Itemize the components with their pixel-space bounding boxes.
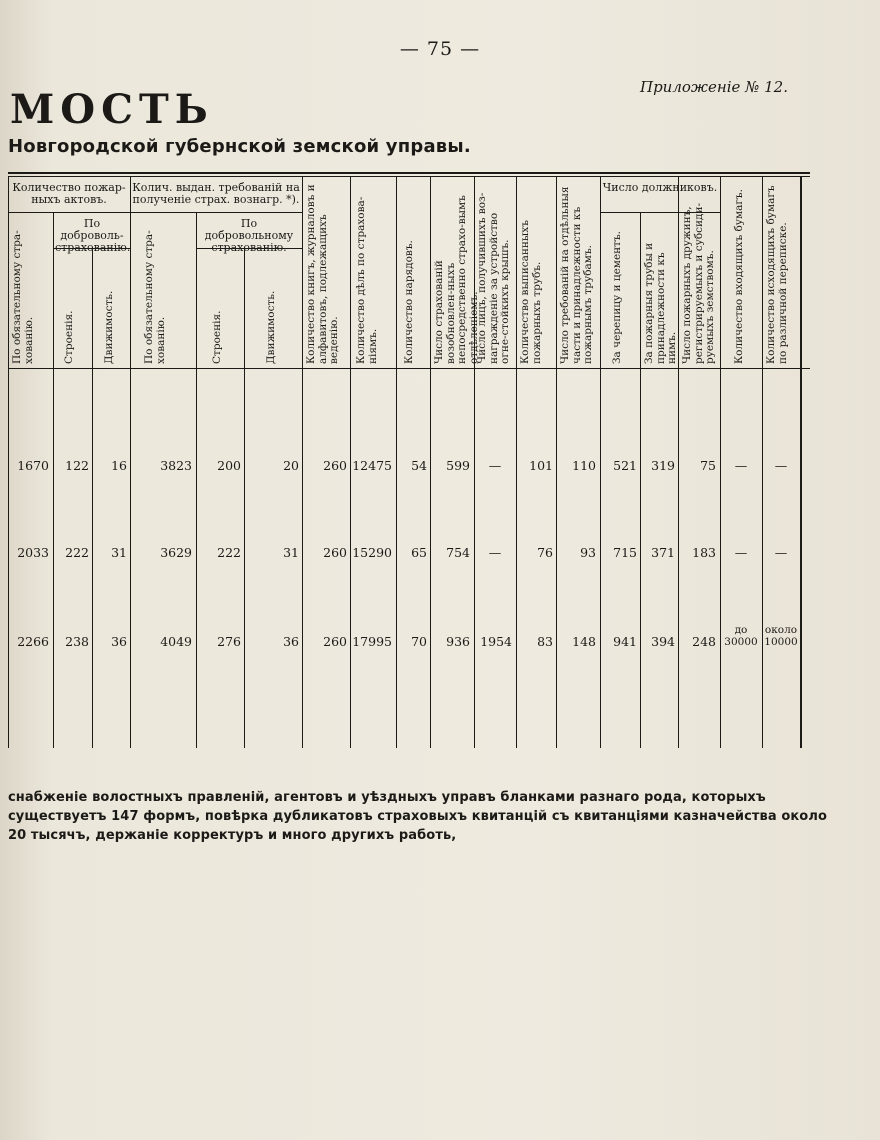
table-cell: —	[734, 458, 748, 473]
group-header-debtors: Число должниковъ.	[602, 181, 718, 194]
col-header-5: Строенiя.	[211, 310, 223, 364]
col-header-10: Число страхованiй возобновлен-ныхъ непосредственно страхо-вымъ отдѣленiемъ.	[433, 195, 480, 364]
col-header-3: Движимость.	[103, 290, 115, 364]
table-cell: около 10000	[764, 624, 798, 648]
table-cell: 12475	[352, 458, 392, 473]
table-cell: 3823	[160, 458, 192, 473]
table-cell: 715	[613, 545, 637, 560]
group-header-acts: Количество пожар-ныхъ актовъ.	[12, 181, 126, 206]
column-line	[800, 176, 802, 748]
table-header-bottom-rule	[8, 368, 810, 369]
table-cell: 16	[111, 458, 127, 473]
page-subtitle: Новгородской губернской земской управы.	[8, 136, 471, 157]
col-header-18: Количество исходящихъ бумагъ по различной переписке.	[765, 185, 789, 364]
col-header-2: Строенiя.	[63, 310, 75, 364]
column-line	[244, 248, 245, 748]
table-cell: —	[488, 458, 502, 473]
appendix-label: Приложенiе № 12.	[640, 78, 788, 96]
table-cell: 1954	[480, 634, 512, 649]
table-cell: 36	[111, 634, 127, 649]
table-cell: 54	[411, 458, 427, 473]
table-cell: 31	[283, 545, 299, 560]
table-top-rule	[8, 172, 810, 174]
table-cell: 93	[580, 545, 596, 560]
table-cell: 76	[537, 545, 553, 560]
col-header-17: Количество входящихъ бумагъ.	[733, 189, 745, 364]
table-cell: 183	[692, 545, 716, 560]
group-divider	[8, 212, 130, 213]
table-cell: 200	[217, 458, 241, 473]
table-cell: 754	[446, 545, 470, 560]
col-header-1: По обязательному стра-хованiю.	[11, 230, 35, 364]
col-header-14: За черепицу и цементъ.	[611, 230, 623, 364]
table-cell: 276	[217, 634, 241, 649]
table-cell: до 30000	[724, 624, 758, 648]
table-cell: 70	[411, 634, 427, 649]
table-cell: 20	[283, 458, 299, 473]
table-cell: 110	[572, 458, 596, 473]
table-cell: 2033	[17, 545, 49, 560]
group-header-acts-voluntary: По доброволь-страхованiю.	[55, 217, 131, 254]
page-number: — 75 —	[399, 38, 481, 60]
col-header-12: Количество выписанныхъ пожарныхъ трубъ.	[519, 220, 543, 364]
table-cell: —	[774, 458, 788, 473]
table-cell: 248	[692, 634, 716, 649]
table-cell: 521	[613, 458, 637, 473]
table-cell: 394	[651, 634, 675, 649]
col-header-4: По обязательному стра-хованiю.	[143, 230, 167, 364]
table-cell: 941	[613, 634, 637, 649]
table-cell: 4049	[160, 634, 192, 649]
table-cell: 222	[65, 545, 89, 560]
table-cell: 3629	[160, 545, 192, 560]
column-line	[92, 248, 93, 748]
table-cell: 599	[446, 458, 470, 473]
table-cell: 260	[323, 634, 347, 649]
table-cell: 2266	[17, 634, 49, 649]
table-cell: 83	[537, 634, 553, 649]
table-cell: 31	[111, 545, 127, 560]
table-cell: 36	[283, 634, 299, 649]
col-header-9: Количество нарядовъ.	[403, 240, 415, 364]
table-cell: 122	[65, 458, 89, 473]
table-cell: —	[488, 545, 502, 560]
table-cell: 101	[529, 458, 553, 473]
col-header-6: Движимость.	[265, 290, 277, 364]
body-paragraph: снабженiе волостныхъ правленiй, агентовъ и уѣздныхъ управъ бланками разнаго рода, которыхъ существуетъ 147 формъ, повѣрка дубликатовъ страховыхъ квитанцiй съ квитанцiями казначейства около 20 тысячъ, держанiе корректуръ и много другихъ работь,	[8, 790, 827, 843]
col-header-8: Количество дѣлъ по страхова-нiямъ.	[355, 196, 379, 364]
col-header-15: За пожарныя трубы и принадлежности къ нимъ.	[643, 242, 678, 364]
table-cell: 1670	[17, 458, 49, 473]
table-top-rule-thin	[8, 176, 810, 177]
column-line	[196, 212, 197, 748]
table-cell: 238	[65, 634, 89, 649]
table-cell: 65	[411, 545, 427, 560]
table-cell: 17995	[352, 634, 392, 649]
col-header-16: Число пожарныхъ дружинъ, регистрируемыхъ и субсиди-руемыхъ земствомъ.	[681, 202, 716, 364]
group-header-requests-voluntary: По добровольному страхованiю.	[204, 217, 294, 254]
column-line	[53, 212, 54, 748]
table-cell: 936	[446, 634, 470, 649]
table-cell: 15290	[352, 545, 392, 560]
table-cell: —	[774, 545, 788, 560]
table-cell: —	[734, 545, 748, 560]
group-header-requests: Колич. выдан. требованiй на полученiе страх. вознагр. *).	[132, 181, 300, 206]
table-cell: 319	[651, 458, 675, 473]
group-divider	[130, 212, 302, 213]
table-cell: 371	[651, 545, 675, 560]
col-header-11: Число лицъ, получившихъ воз-награжденiе за устройство огне-стойкихъ крышъ.	[476, 192, 511, 364]
table-cell: 260	[323, 545, 347, 560]
table-cell: 75	[700, 458, 716, 473]
col-header-7: Количество книгъ, журналовъ и алфавитовъ, подлежащихъ веденiю.	[305, 184, 340, 364]
table-cell: 222	[217, 545, 241, 560]
table-cell: 148	[572, 634, 596, 649]
column-line	[640, 212, 641, 748]
table-cell: 260	[323, 458, 347, 473]
page-title: МОСТЬ	[10, 86, 214, 133]
col-header-13: Число требованiй на отдѣльныя части и принадлежности къ пожарнымъ трубамъ.	[559, 186, 594, 364]
